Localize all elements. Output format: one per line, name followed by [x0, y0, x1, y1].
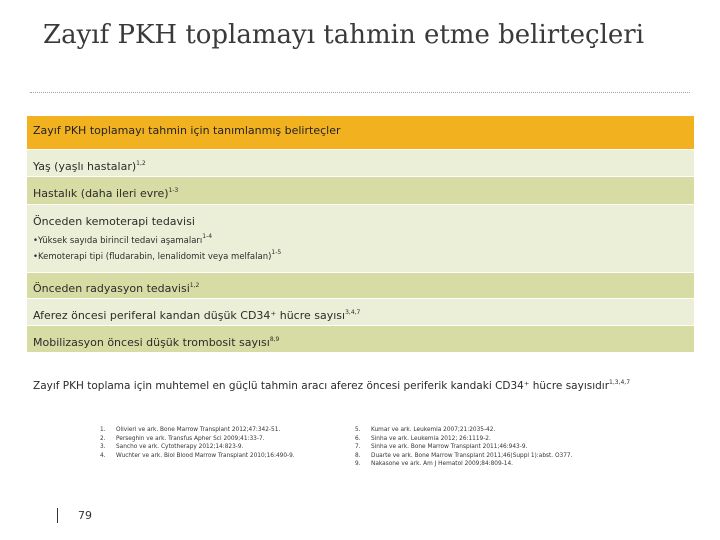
reference-text: Perseghin ve ark. Transfus Apher Sci 2009;41:33-7.	[116, 435, 265, 442]
table-row-disease	[27, 177, 694, 205]
predictors-table	[27, 116, 694, 353]
reference-number: 2.	[100, 435, 106, 442]
references-right	[355, 426, 655, 469]
summary-statement	[33, 379, 703, 392]
reference-text: Sancho ve ark. Cytotherapy 2012;14:823-9.	[116, 444, 244, 451]
reference-item	[355, 443, 655, 452]
reference-number: 4.	[100, 452, 106, 459]
reference-number: 5.	[355, 427, 361, 433]
reference-item	[100, 435, 370, 444]
row-subitem: •Yüksek sayıda birincil tedavi aşamaları	[33, 236, 203, 246]
row-citation: 8,9	[269, 336, 280, 343]
row-citation: 3,4,7	[345, 309, 361, 316]
title-divider	[30, 92, 690, 93]
reference-text: Wuchter ve ark. Biol Blood Marrow Transplant 2010;16:490-9.	[116, 452, 295, 459]
reference-text: Sinha ve ark. Leukemia 2012; 26:1119-2.	[371, 435, 491, 442]
reference-number: 3.	[100, 444, 106, 451]
row-text: Yaş (yaşlı hastalar)	[33, 160, 137, 173]
reference-number: 7.	[355, 444, 361, 451]
table-row-platelet	[27, 326, 694, 353]
summary-citation: 1,3,4,7	[609, 379, 631, 386]
slide-title: Zayıf PKH toplamayı tahmin etme belirteçleri	[43, 20, 645, 50]
reference-text: Sinha ve ark. Bone Marrow Transplant 2011;46:943-9.	[371, 444, 528, 451]
reference-item	[355, 452, 655, 461]
table-row-age	[27, 150, 694, 177]
reference-number: 1.	[100, 427, 106, 433]
reference-text: Olivieri ve ark. Bone Marrow Transplant 2012;47:342-51.	[116, 427, 281, 433]
reference-item	[100, 426, 370, 435]
row-citation: 1,2	[136, 160, 146, 167]
table-row-cd34	[27, 299, 694, 326]
row-text: Aferez öncesi periferal kandan düşük CD34⁺ hücre sayısı	[33, 309, 346, 322]
reference-text: Duarte ve ark. Bone Marrow Transplant 2011;46(Suppl 1):abst. O377.	[371, 452, 573, 459]
summary-text: Zayıf PKH toplama için muhtemel en güçlü tahmin aracı aferez öncesi periferik kandaki CD34⁺ hücre sayısıdır	[33, 380, 610, 392]
reference-item	[100, 443, 370, 452]
reference-text: Nakasone ve ark. Am J Hematol 2009;84:809-14.	[371, 461, 513, 468]
reference-item	[100, 452, 370, 461]
page-number: 79	[78, 509, 92, 522]
row-text: Hastalık (daha ileri evre)	[33, 187, 169, 200]
row-subitem-citation: 1-5	[271, 249, 282, 256]
row-citation: 1,2	[189, 282, 200, 289]
reference-number: 6.	[355, 435, 361, 442]
row-text: Mobilizasyon öncesi düşük trombosit sayısı	[33, 336, 270, 349]
table-row-radiation	[27, 273, 694, 299]
row-subitem-citation: 1-4	[202, 233, 213, 240]
reference-text: Kumar ve ark. Leukemia 2007;21:2035-42.	[371, 427, 496, 433]
reference-number: 9.	[355, 461, 361, 468]
reference-item	[355, 435, 655, 444]
reference-item	[355, 460, 655, 469]
row-subitem: •Kemoterapi tipi (fludarabin, lenalidomit veya melfalan)	[33, 252, 272, 262]
reference-number: 8.	[355, 452, 361, 459]
reference-item	[355, 426, 655, 435]
row-citation: 1-3	[168, 187, 179, 194]
footer-divider	[57, 508, 58, 523]
table-row-chemotherapy	[27, 205, 694, 273]
references-left	[100, 426, 370, 460]
row-text: Önceden kemoterapi tedavisi	[33, 215, 195, 228]
table-header: Zayıf PKH toplamayı tahmin için tanımlanmış belirteçler	[27, 116, 694, 150]
row-text: Önceden radyasyon tedavisi	[33, 282, 190, 295]
